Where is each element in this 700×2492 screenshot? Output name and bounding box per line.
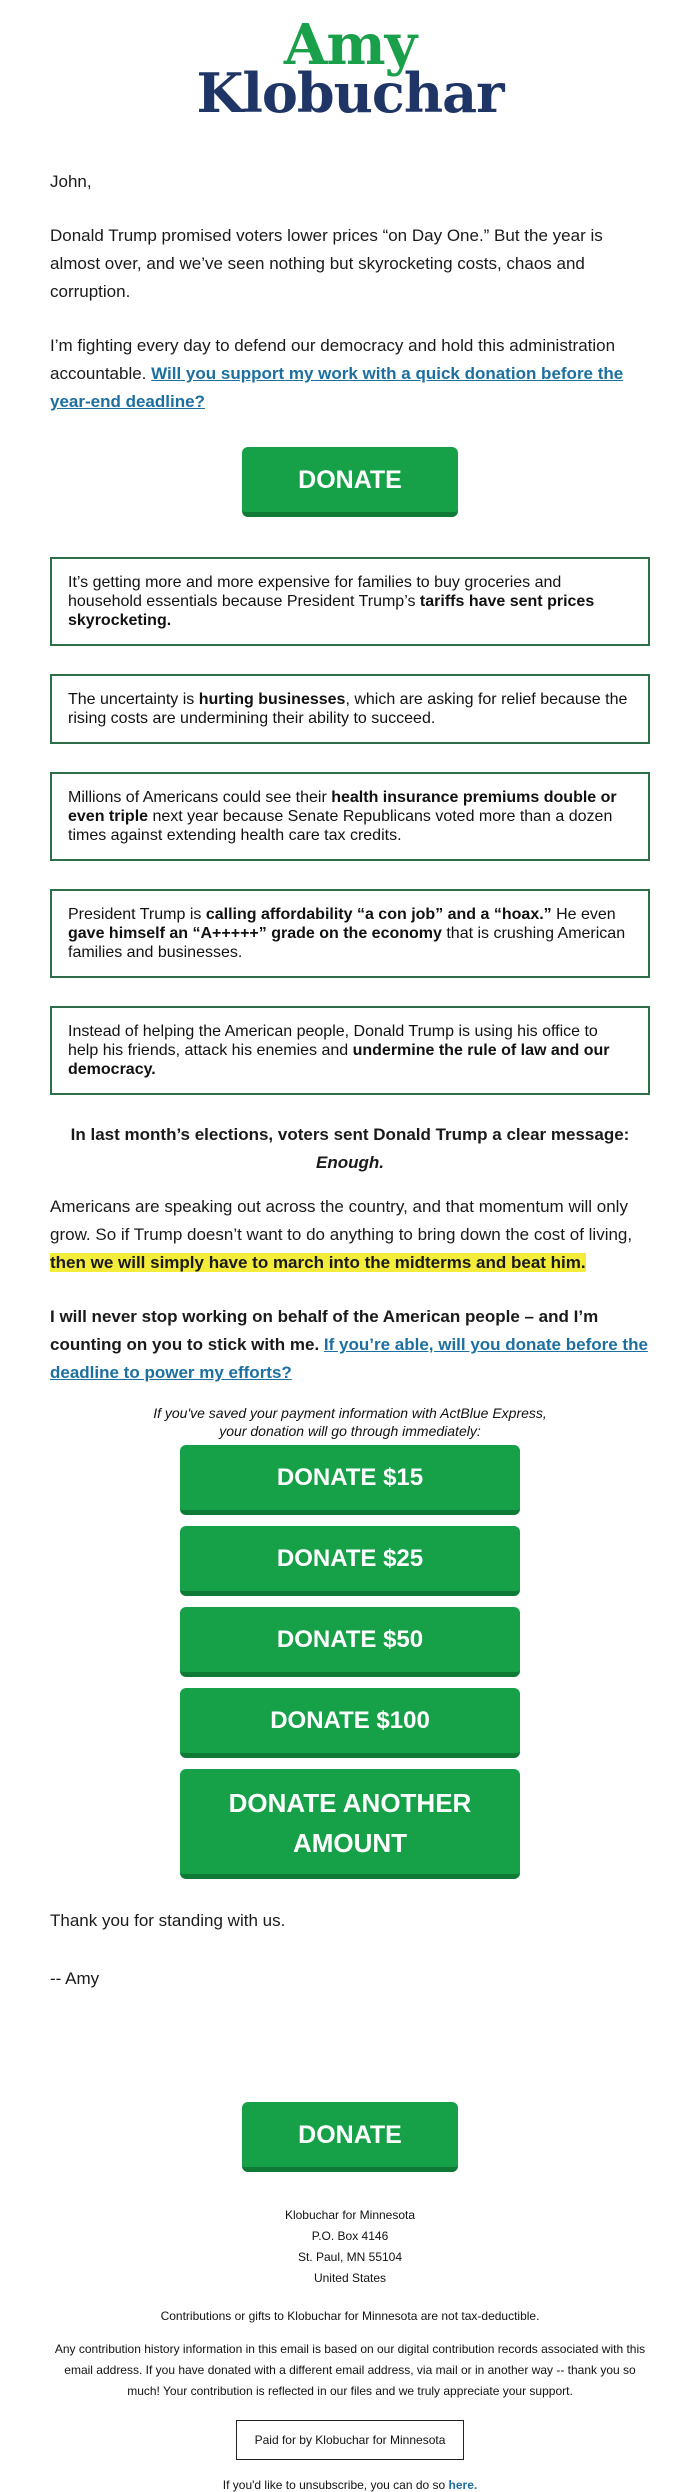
elections-message (50, 1121, 650, 1177)
donation-link-deadline[interactable]: If you’re able, will you donate before the deadline to power my efforts? (50, 1335, 648, 1382)
fact-box-bold: tariffs have sent prices skyrocketing. (68, 593, 595, 629)
fact-box-businesses (50, 674, 650, 744)
fact-box-bold: undermine the rule of law and our democracy. (68, 1042, 610, 1078)
fact-box-bold: hurting businesses (198, 691, 346, 708)
footer-address (50, 2205, 650, 2289)
unsubscribe-text: If you'd like to unsubscribe, you can do so (222, 2478, 449, 2492)
footer-city: St. Paul, MN 55104 (297, 2250, 403, 2264)
unsubscribe-link[interactable]: here. (448, 2478, 478, 2492)
fact-box-text: next year because Senate Republicans voted more than a dozen times against extending health care tax credits. (68, 808, 613, 844)
fact-box-text: President Trump is (68, 906, 206, 923)
elections-emphasis: Enough. (316, 1153, 384, 1172)
paragraph-fighting-text: I’m fighting every day to defend our democracy and hold this administration accountable. (50, 336, 616, 383)
donate-button[interactable]: DONATE (242, 447, 458, 517)
fact-box-text: The uncertainty is (68, 691, 199, 708)
paragraph-fighting (50, 332, 650, 416)
fact-box-text: It’s getting more and more expensive for families to buy groceries and household essentials because President Trump’s (68, 574, 562, 610)
highlighted-text: then we will simply have to march into the midterms and beat him. (50, 1253, 586, 1272)
footer-po-box: P.O. Box 4146 (311, 2229, 389, 2243)
footer (50, 2205, 650, 2492)
paragraph-counting-on-you (50, 1303, 650, 1387)
thank-you: Thank you for standing with us. (50, 1911, 286, 1930)
actblue-note (50, 1404, 650, 1440)
email-body (0, 168, 700, 2492)
fact-box-text: , which are asking for relief because the rising costs are undermining their ability to succeed. (68, 691, 628, 727)
actblue-note-line1: If you've saved your payment information with ActBlue Express, (153, 1405, 547, 1421)
fact-box-bold: gave himself an “A+++++” grade on the economy (68, 925, 442, 942)
actblue-note-line2: your donation will go through immediately: (219, 1423, 481, 1439)
greeting: John, (50, 172, 92, 191)
fact-box-affordability (50, 889, 650, 978)
donate-100-button[interactable]: DONATE $100 (180, 1688, 520, 1758)
fact-box-bold: calling affordability “a con job” and a “hoax.” (205, 906, 552, 923)
paragraph-intro: Donald Trump promised voters lower prices “on Day One.” But the year is almost over, and we’ve seen nothing but skyrocketing costs, chaos and corruption. (50, 226, 603, 301)
fact-box-text: Millions of Americans could see their (68, 789, 332, 806)
paragraph-bold-text: I will never stop working on behalf of the American people – and I’m counting on you to stick with me. (50, 1307, 599, 1354)
donation-link-year-end[interactable]: Will you support my work with a quick donation before the year-end deadline? (50, 364, 624, 411)
fact-box-rule-of-law (50, 1006, 650, 1095)
fact-box-text: He even (551, 906, 616, 923)
fact-box-tariffs (50, 557, 650, 646)
donate-50-button[interactable]: DONATE $50 (180, 1607, 520, 1677)
fact-box-bold: health insurance premiums double or even triple (68, 789, 617, 825)
donate-other-amount-button[interactable]: DONATE ANOTHER AMOUNT (180, 1769, 520, 1879)
donate-25-button[interactable]: DONATE $25 (180, 1526, 520, 1596)
footer-history-note: Any contribution history information in this email is based on our digital contribution records associated with this email address. If you have donated with a different email address, via mail or in another way -- thank you so much! Your contribution is reflected in our files and we truly appreciate your support. (54, 2342, 646, 2398)
footer-country: United States (313, 2271, 387, 2285)
fact-box-text: Instead of helping the American people, Donald Trump is using his office to help his friends, attack his enemies and (68, 1023, 598, 1059)
elections-text: In last month’s elections, voters sent Donald Trump a clear message: (70, 1125, 630, 1144)
fact-box-health-insurance (50, 772, 650, 861)
footer-org: Klobuchar for Minnesota (284, 2208, 416, 2222)
paid-for-box: Paid for by Klobuchar for Minnesota (236, 2420, 465, 2460)
logo (0, 0, 700, 125)
footer-tax-note: Contributions or gifts to Klobuchar for Minnesota are not tax-deductible. (160, 2309, 540, 2323)
fact-box-text: that is crushing American families and businesses. (68, 925, 626, 961)
paragraph-momentum-text: Americans are speaking out across the country, and that momentum will only grow. So if Trump doesn’t want to do anything to bring down the cost of living, (50, 1197, 633, 1244)
logo-last-name: Klobuchar (196, 61, 504, 125)
logo-first-name: Amy (283, 12, 417, 78)
paragraph-momentum (50, 1193, 650, 1277)
signoff: -- Amy (50, 1969, 100, 1988)
footer-donate-button[interactable]: DONATE (242, 2102, 458, 2172)
donate-15-button[interactable]: DONATE $15 (180, 1445, 520, 1515)
unsubscribe-line (50, 2478, 650, 2492)
